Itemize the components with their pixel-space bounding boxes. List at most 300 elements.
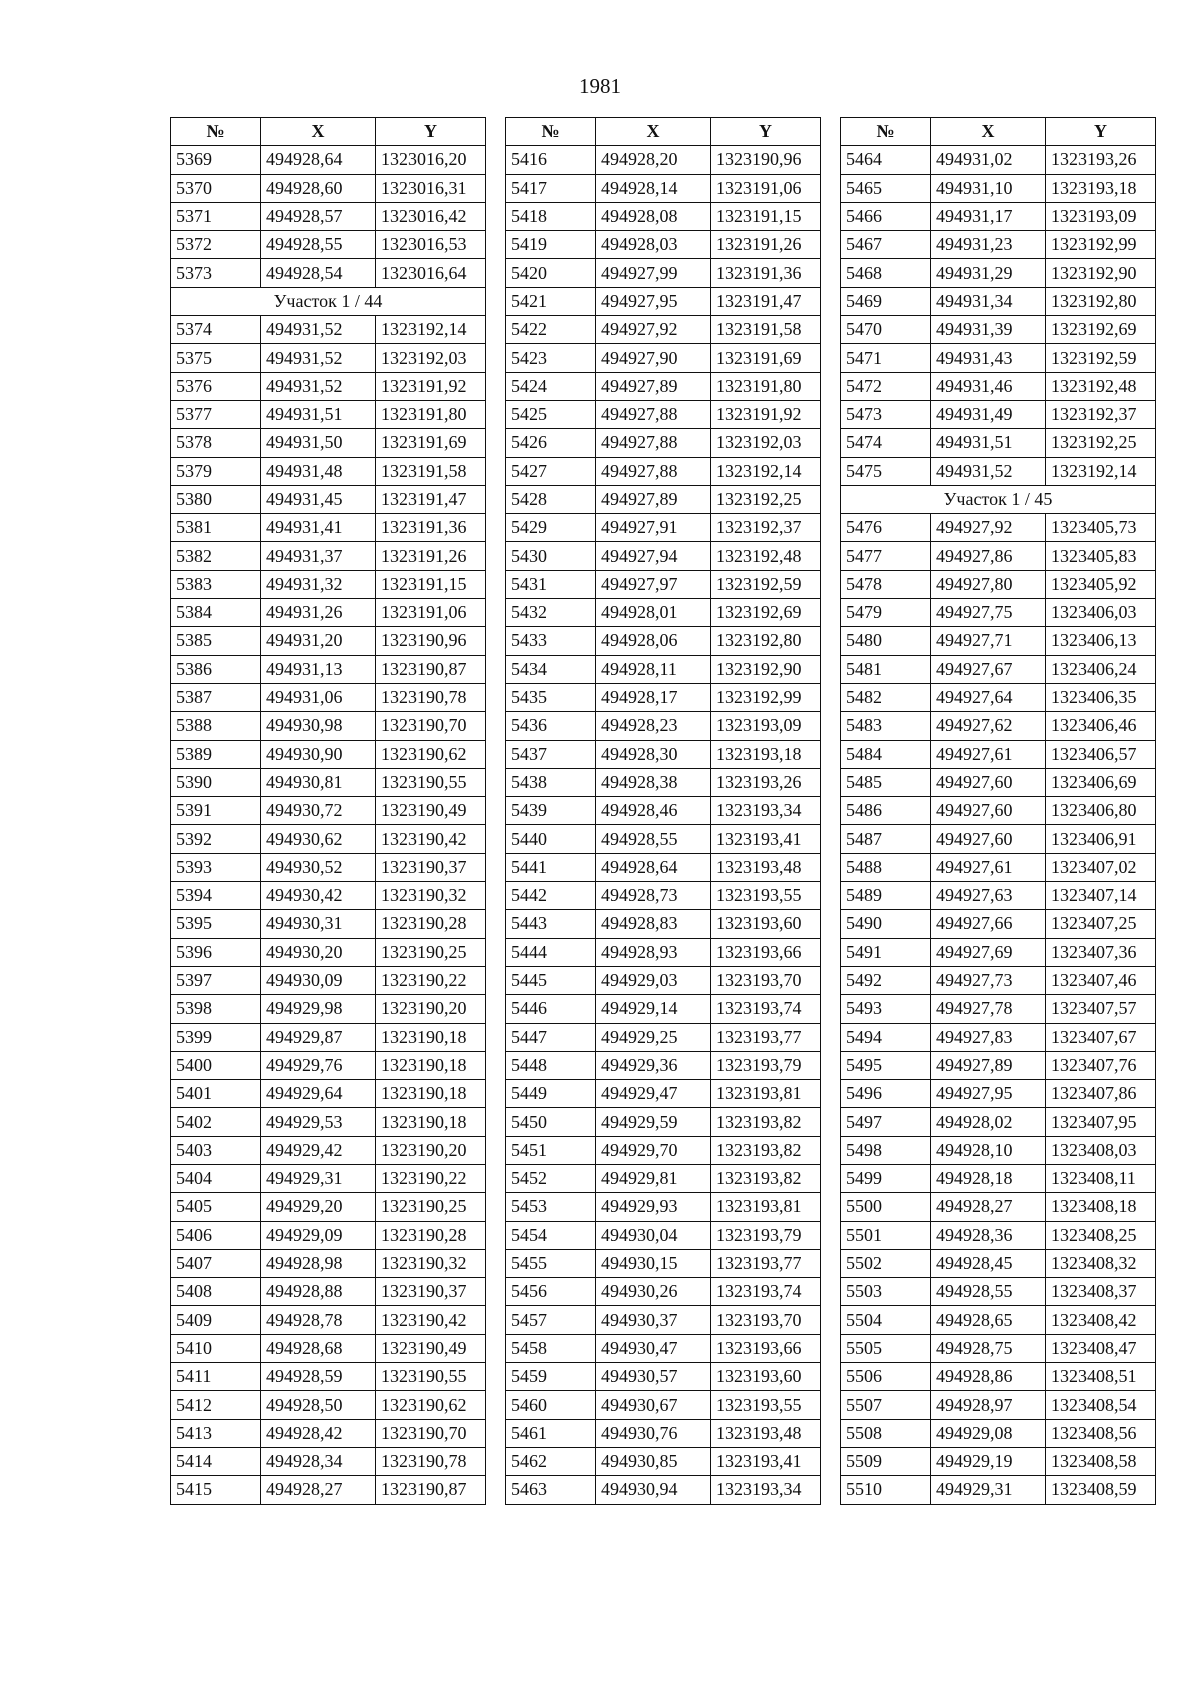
y-coordinate-cell: 1323407,36 — [1046, 938, 1156, 966]
x-coordinate-cell: 494927,80 — [931, 570, 1046, 598]
point-number-cell: 5382 — [171, 542, 261, 570]
table-row — [841, 316, 1156, 344]
y-coordinate-cell: 1323193,18 — [711, 740, 821, 768]
table-row — [171, 1051, 486, 1079]
point-number-cell: 5385 — [171, 627, 261, 655]
table-row — [841, 1419, 1156, 1447]
y-coordinate-cell: 1323192,80 — [711, 627, 821, 655]
table-row — [171, 797, 486, 825]
x-coordinate-cell: 494931,49 — [931, 400, 1046, 428]
table-row — [171, 938, 486, 966]
table-row — [841, 995, 1156, 1023]
x-coordinate-cell: 494931,23 — [931, 231, 1046, 259]
y-coordinate-cell: 1323193,77 — [711, 1249, 821, 1277]
y-coordinate-cell: 1323408,11 — [1046, 1164, 1156, 1192]
point-number-cell: 5494 — [841, 1023, 931, 1051]
x-coordinate-cell: 494928,64 — [596, 853, 711, 881]
x-coordinate-cell: 494929,64 — [261, 1080, 376, 1108]
x-coordinate-cell: 494927,91 — [596, 514, 711, 542]
x-coordinate-cell: 494927,63 — [931, 882, 1046, 910]
point-number-cell: 5481 — [841, 655, 931, 683]
point-number-cell: 5479 — [841, 599, 931, 627]
y-coordinate-cell: 1323408,47 — [1046, 1334, 1156, 1362]
x-coordinate-cell: 494931,52 — [931, 457, 1046, 485]
x-coordinate-cell: 494929,09 — [261, 1221, 376, 1249]
y-coordinate-cell: 1323191,15 — [376, 570, 486, 598]
x-coordinate-cell: 494931,06 — [261, 683, 376, 711]
y-coordinate-cell: 1323191,80 — [711, 372, 821, 400]
y-coordinate-cell: 1323191,47 — [711, 287, 821, 315]
table-row — [506, 146, 821, 174]
x-coordinate-cell: 494927,66 — [931, 910, 1046, 938]
point-number-cell: 5483 — [841, 712, 931, 740]
point-number-cell: 5392 — [171, 825, 261, 853]
point-number-cell: 5510 — [841, 1476, 931, 1504]
y-coordinate-cell: 1323408,58 — [1046, 1447, 1156, 1475]
y-coordinate-cell: 1323190,42 — [376, 1306, 486, 1334]
table-row — [171, 146, 486, 174]
table-row — [171, 655, 486, 683]
table-row — [171, 1447, 486, 1475]
table-row — [171, 400, 486, 428]
point-number-cell: 5448 — [506, 1051, 596, 1079]
y-coordinate-cell: 1323406,91 — [1046, 825, 1156, 853]
y-coordinate-cell: 1323193,82 — [711, 1136, 821, 1164]
point-number-cell: 5427 — [506, 457, 596, 485]
point-number-cell: 5400 — [171, 1051, 261, 1079]
table-row — [171, 1391, 486, 1419]
x-coordinate-cell: 494927,83 — [931, 1023, 1046, 1051]
table-row — [171, 882, 486, 910]
x-coordinate-cell: 494930,31 — [261, 910, 376, 938]
point-number-cell: 5380 — [171, 485, 261, 513]
y-coordinate-cell: 1323191,47 — [376, 485, 486, 513]
y-coordinate-cell: 1323190,96 — [711, 146, 821, 174]
point-number-cell: 5460 — [506, 1391, 596, 1419]
x-coordinate-cell: 494927,88 — [596, 457, 711, 485]
table-row — [171, 1193, 486, 1221]
x-coordinate-cell: 494927,75 — [931, 599, 1046, 627]
y-coordinate-cell: 1323406,03 — [1046, 599, 1156, 627]
section-header-row — [171, 287, 486, 315]
y-coordinate-cell: 1323192,14 — [711, 457, 821, 485]
point-number-cell: 5509 — [841, 1447, 931, 1475]
x-coordinate-cell: 494931,52 — [261, 344, 376, 372]
point-number-cell: 5398 — [171, 995, 261, 1023]
point-number-cell: 5486 — [841, 797, 931, 825]
y-coordinate-cell: 1323193,55 — [711, 1391, 821, 1419]
table-row — [171, 1023, 486, 1051]
point-number-cell: 5436 — [506, 712, 596, 740]
y-coordinate-cell: 1323193,34 — [711, 797, 821, 825]
x-coordinate-cell: 494930,76 — [596, 1419, 711, 1447]
x-coordinate-cell: 494928,97 — [931, 1391, 1046, 1419]
x-coordinate-cell: 494930,15 — [596, 1249, 711, 1277]
point-number-cell: 5457 — [506, 1306, 596, 1334]
y-coordinate-cell: 1323190,62 — [376, 740, 486, 768]
x-coordinate-cell: 494927,88 — [596, 429, 711, 457]
table-row — [841, 174, 1156, 202]
y-coordinate-cell: 1323190,78 — [376, 1447, 486, 1475]
x-coordinate-cell: 494929,31 — [261, 1164, 376, 1192]
y-coordinate-cell: 1323193,77 — [711, 1023, 821, 1051]
y-coordinate-cell: 1323191,26 — [376, 542, 486, 570]
x-coordinate-cell: 494929,42 — [261, 1136, 376, 1164]
point-number-cell: 5397 — [171, 966, 261, 994]
x-coordinate-cell: 494929,47 — [596, 1080, 711, 1108]
table-row — [171, 1278, 486, 1306]
x-coordinate-cell: 494931,48 — [261, 457, 376, 485]
y-coordinate-cell: 1323191,92 — [376, 372, 486, 400]
table-row — [506, 825, 821, 853]
point-number-cell: 5489 — [841, 882, 931, 910]
table-row — [506, 570, 821, 598]
point-number-cell: 5497 — [841, 1108, 931, 1136]
column-header-y: Y — [711, 118, 821, 146]
point-number-cell: 5389 — [171, 740, 261, 768]
table-row — [171, 1334, 486, 1362]
x-coordinate-cell: 494927,78 — [931, 995, 1046, 1023]
point-number-cell: 5503 — [841, 1278, 931, 1306]
column-header-x: X — [596, 118, 711, 146]
y-coordinate-cell: 1323192,59 — [1046, 344, 1156, 372]
table-row — [841, 1164, 1156, 1192]
y-coordinate-cell: 1323191,92 — [711, 400, 821, 428]
point-number-cell: 5407 — [171, 1249, 261, 1277]
point-number-cell: 5441 — [506, 853, 596, 881]
table-row — [841, 146, 1156, 174]
x-coordinate-cell: 494931,34 — [931, 287, 1046, 315]
section-header-row — [841, 485, 1156, 513]
y-coordinate-cell: 1323191,06 — [711, 174, 821, 202]
point-number-cell: 5458 — [506, 1334, 596, 1362]
y-coordinate-cell: 1323193,82 — [711, 1108, 821, 1136]
table-row — [841, 372, 1156, 400]
x-coordinate-cell: 494927,90 — [596, 344, 711, 372]
x-coordinate-cell: 494930,85 — [596, 1447, 711, 1475]
table-row — [171, 344, 486, 372]
y-coordinate-cell: 1323408,18 — [1046, 1193, 1156, 1221]
table-row — [506, 1164, 821, 1192]
table-row — [171, 1476, 486, 1504]
x-coordinate-cell: 494928,54 — [261, 259, 376, 287]
point-number-cell: 5378 — [171, 429, 261, 457]
y-coordinate-cell: 1323190,25 — [376, 1193, 486, 1221]
x-coordinate-cell: 494929,19 — [931, 1447, 1046, 1475]
y-coordinate-cell: 1323193,60 — [711, 910, 821, 938]
point-number-cell: 5426 — [506, 429, 596, 457]
point-number-cell: 5438 — [506, 768, 596, 796]
point-number-cell: 5484 — [841, 740, 931, 768]
table-row — [506, 1278, 821, 1306]
y-coordinate-cell: 1323408,51 — [1046, 1363, 1156, 1391]
section-title: Участок 1 / 44 — [171, 287, 486, 315]
point-number-cell: 5432 — [506, 599, 596, 627]
point-number-cell: 5411 — [171, 1363, 261, 1391]
x-coordinate-cell: 494930,81 — [261, 768, 376, 796]
table-row — [171, 202, 486, 230]
table-row — [171, 1249, 486, 1277]
y-coordinate-cell: 1323192,03 — [711, 429, 821, 457]
y-coordinate-cell: 1323407,14 — [1046, 882, 1156, 910]
table-row — [841, 825, 1156, 853]
table-row — [841, 683, 1156, 711]
y-coordinate-cell: 1323192,14 — [1046, 457, 1156, 485]
point-number-cell: 5498 — [841, 1136, 931, 1164]
table-row — [841, 287, 1156, 315]
point-number-cell: 5470 — [841, 316, 931, 344]
x-coordinate-cell: 494928,65 — [931, 1306, 1046, 1334]
x-coordinate-cell: 494927,69 — [931, 938, 1046, 966]
x-coordinate-cell: 494927,60 — [931, 825, 1046, 853]
y-coordinate-cell: 1323406,46 — [1046, 712, 1156, 740]
y-coordinate-cell: 1323407,67 — [1046, 1023, 1156, 1051]
table-row — [171, 966, 486, 994]
y-coordinate-cell: 1323407,86 — [1046, 1080, 1156, 1108]
point-number-cell: 5430 — [506, 542, 596, 570]
table-row — [841, 400, 1156, 428]
y-coordinate-cell: 1323192,48 — [1046, 372, 1156, 400]
table-row — [171, 1108, 486, 1136]
point-number-cell: 5455 — [506, 1249, 596, 1277]
table-row — [506, 768, 821, 796]
y-coordinate-cell: 1323408,37 — [1046, 1278, 1156, 1306]
coordinates-table-1 — [170, 117, 486, 1505]
point-number-cell: 5501 — [841, 1221, 931, 1249]
table-row — [841, 1080, 1156, 1108]
table-row — [506, 1419, 821, 1447]
x-coordinate-cell: 494927,95 — [596, 287, 711, 315]
x-coordinate-cell: 494931,43 — [931, 344, 1046, 372]
y-coordinate-cell: 1323193,74 — [711, 1278, 821, 1306]
table-row — [506, 910, 821, 938]
table-row — [506, 1108, 821, 1136]
table-row — [506, 1363, 821, 1391]
y-coordinate-cell: 1323407,46 — [1046, 966, 1156, 994]
y-coordinate-cell: 1323408,42 — [1046, 1306, 1156, 1334]
x-coordinate-cell: 494931,17 — [931, 202, 1046, 230]
table-row — [171, 485, 486, 513]
x-coordinate-cell: 494927,62 — [931, 712, 1046, 740]
y-coordinate-cell: 1323193,66 — [711, 1334, 821, 1362]
y-coordinate-cell: 1323190,18 — [376, 1023, 486, 1051]
table-row — [171, 542, 486, 570]
y-coordinate-cell: 1323016,53 — [376, 231, 486, 259]
table-row — [171, 1080, 486, 1108]
x-coordinate-cell: 494930,67 — [596, 1391, 711, 1419]
table-row — [171, 1164, 486, 1192]
table-row — [841, 910, 1156, 938]
point-number-cell: 5417 — [506, 174, 596, 202]
point-number-cell: 5429 — [506, 514, 596, 542]
table-row — [506, 712, 821, 740]
y-coordinate-cell: 1323193,60 — [711, 1363, 821, 1391]
y-coordinate-cell: 1323191,80 — [376, 400, 486, 428]
table-header-row — [171, 118, 486, 146]
x-coordinate-cell: 494927,97 — [596, 570, 711, 598]
table-row — [171, 429, 486, 457]
table-row — [171, 514, 486, 542]
y-coordinate-cell: 1323193,79 — [711, 1221, 821, 1249]
table-row — [841, 514, 1156, 542]
y-coordinate-cell: 1323408,56 — [1046, 1419, 1156, 1447]
y-coordinate-cell: 1323191,06 — [376, 599, 486, 627]
x-coordinate-cell: 494928,83 — [596, 910, 711, 938]
y-coordinate-cell: 1323190,18 — [376, 1108, 486, 1136]
x-coordinate-cell: 494930,72 — [261, 797, 376, 825]
y-coordinate-cell: 1323406,69 — [1046, 768, 1156, 796]
table-row — [841, 429, 1156, 457]
table-row — [506, 882, 821, 910]
point-number-cell: 5445 — [506, 966, 596, 994]
point-number-cell: 5413 — [171, 1419, 261, 1447]
point-number-cell: 5492 — [841, 966, 931, 994]
table-row — [171, 712, 486, 740]
point-number-cell: 5488 — [841, 853, 931, 881]
table-row — [171, 599, 486, 627]
x-coordinate-cell: 494930,26 — [596, 1278, 711, 1306]
point-number-cell: 5391 — [171, 797, 261, 825]
x-coordinate-cell: 494929,20 — [261, 1193, 376, 1221]
y-coordinate-cell: 1323407,57 — [1046, 995, 1156, 1023]
y-coordinate-cell: 1323192,69 — [1046, 316, 1156, 344]
x-coordinate-cell: 494929,08 — [931, 1419, 1046, 1447]
table-row — [841, 1476, 1156, 1504]
point-number-cell: 5410 — [171, 1334, 261, 1362]
y-coordinate-cell: 1323190,18 — [376, 1051, 486, 1079]
y-coordinate-cell: 1323408,32 — [1046, 1249, 1156, 1277]
table-row — [506, 231, 821, 259]
x-coordinate-cell: 494928,57 — [261, 202, 376, 230]
point-number-cell: 5412 — [171, 1391, 261, 1419]
point-number-cell: 5406 — [171, 1221, 261, 1249]
table-row — [841, 1306, 1156, 1334]
y-coordinate-cell: 1323408,54 — [1046, 1391, 1156, 1419]
y-coordinate-cell: 1323190,78 — [376, 683, 486, 711]
x-coordinate-cell: 494931,45 — [261, 485, 376, 513]
y-coordinate-cell: 1323192,59 — [711, 570, 821, 598]
y-coordinate-cell: 1323190,55 — [376, 1363, 486, 1391]
table-row — [171, 316, 486, 344]
table-row — [841, 1051, 1156, 1079]
point-number-cell: 5418 — [506, 202, 596, 230]
point-number-cell: 5451 — [506, 1136, 596, 1164]
point-number-cell: 5478 — [841, 570, 931, 598]
x-coordinate-cell: 494929,93 — [596, 1193, 711, 1221]
x-coordinate-cell: 494930,04 — [596, 1221, 711, 1249]
y-coordinate-cell: 1323405,73 — [1046, 514, 1156, 542]
point-number-cell: 5463 — [506, 1476, 596, 1504]
y-coordinate-cell: 1323193,55 — [711, 882, 821, 910]
y-coordinate-cell: 1323408,25 — [1046, 1221, 1156, 1249]
table-row — [506, 202, 821, 230]
point-number-cell: 5401 — [171, 1080, 261, 1108]
x-coordinate-cell: 494931,41 — [261, 514, 376, 542]
table-row — [841, 1334, 1156, 1362]
x-coordinate-cell: 494927,95 — [931, 1080, 1046, 1108]
point-number-cell: 5373 — [171, 259, 261, 287]
table-row — [506, 316, 821, 344]
y-coordinate-cell: 1323190,22 — [376, 1164, 486, 1192]
point-number-cell: 5459 — [506, 1363, 596, 1391]
y-coordinate-cell: 1323193,09 — [1046, 202, 1156, 230]
y-coordinate-cell: 1323192,37 — [711, 514, 821, 542]
y-coordinate-cell: 1323190,42 — [376, 825, 486, 853]
x-coordinate-cell: 494928,11 — [596, 655, 711, 683]
table-row — [506, 938, 821, 966]
y-coordinate-cell: 1323190,87 — [376, 655, 486, 683]
x-coordinate-cell: 494929,36 — [596, 1051, 711, 1079]
y-coordinate-cell: 1323190,62 — [376, 1391, 486, 1419]
point-number-cell: 5399 — [171, 1023, 261, 1051]
x-coordinate-cell: 494930,90 — [261, 740, 376, 768]
point-number-cell: 5477 — [841, 542, 931, 570]
y-coordinate-cell: 1323193,48 — [711, 1419, 821, 1447]
point-number-cell: 5383 — [171, 570, 261, 598]
table-row — [506, 372, 821, 400]
y-coordinate-cell: 1323407,76 — [1046, 1051, 1156, 1079]
point-number-cell: 5487 — [841, 825, 931, 853]
x-coordinate-cell: 494927,73 — [931, 966, 1046, 994]
y-coordinate-cell: 1323406,35 — [1046, 683, 1156, 711]
table-row — [506, 740, 821, 768]
point-number-cell: 5453 — [506, 1193, 596, 1221]
x-coordinate-cell: 494928,27 — [261, 1476, 376, 1504]
table-row — [171, 1363, 486, 1391]
table-row — [171, 372, 486, 400]
point-number-cell: 5395 — [171, 910, 261, 938]
table-row — [841, 231, 1156, 259]
table-row — [171, 1419, 486, 1447]
y-coordinate-cell: 1323190,28 — [376, 910, 486, 938]
x-coordinate-cell: 494928,03 — [596, 231, 711, 259]
y-coordinate-cell: 1323016,20 — [376, 146, 486, 174]
y-coordinate-cell: 1323190,37 — [376, 853, 486, 881]
y-coordinate-cell: 1323190,20 — [376, 1136, 486, 1164]
x-coordinate-cell: 494927,99 — [596, 259, 711, 287]
point-number-cell: 5393 — [171, 853, 261, 881]
x-coordinate-cell: 494930,52 — [261, 853, 376, 881]
x-coordinate-cell: 494931,26 — [261, 599, 376, 627]
x-coordinate-cell: 494927,88 — [596, 400, 711, 428]
point-number-cell: 5396 — [171, 938, 261, 966]
point-number-cell: 5423 — [506, 344, 596, 372]
y-coordinate-cell: 1323193,74 — [711, 995, 821, 1023]
table-row — [506, 966, 821, 994]
point-number-cell: 5422 — [506, 316, 596, 344]
point-number-cell: 5377 — [171, 400, 261, 428]
y-coordinate-cell: 1323193,09 — [711, 712, 821, 740]
y-coordinate-cell: 1323193,79 — [711, 1051, 821, 1079]
x-coordinate-cell: 494928,55 — [931, 1278, 1046, 1306]
y-coordinate-cell: 1323192,03 — [376, 344, 486, 372]
x-coordinate-cell: 494928,17 — [596, 683, 711, 711]
x-coordinate-cell: 494930,42 — [261, 882, 376, 910]
x-coordinate-cell: 494927,89 — [931, 1051, 1046, 1079]
table-row — [506, 1334, 821, 1362]
x-coordinate-cell: 494930,47 — [596, 1334, 711, 1362]
point-number-cell: 5431 — [506, 570, 596, 598]
y-coordinate-cell: 1323193,41 — [711, 1447, 821, 1475]
x-coordinate-cell: 494927,92 — [596, 316, 711, 344]
table-row — [841, 457, 1156, 485]
y-coordinate-cell: 1323193,70 — [711, 1306, 821, 1334]
x-coordinate-cell: 494929,31 — [931, 1476, 1046, 1504]
table-row — [171, 683, 486, 711]
x-coordinate-cell: 494930,20 — [261, 938, 376, 966]
table-row — [841, 1221, 1156, 1249]
x-coordinate-cell: 494931,32 — [261, 570, 376, 598]
